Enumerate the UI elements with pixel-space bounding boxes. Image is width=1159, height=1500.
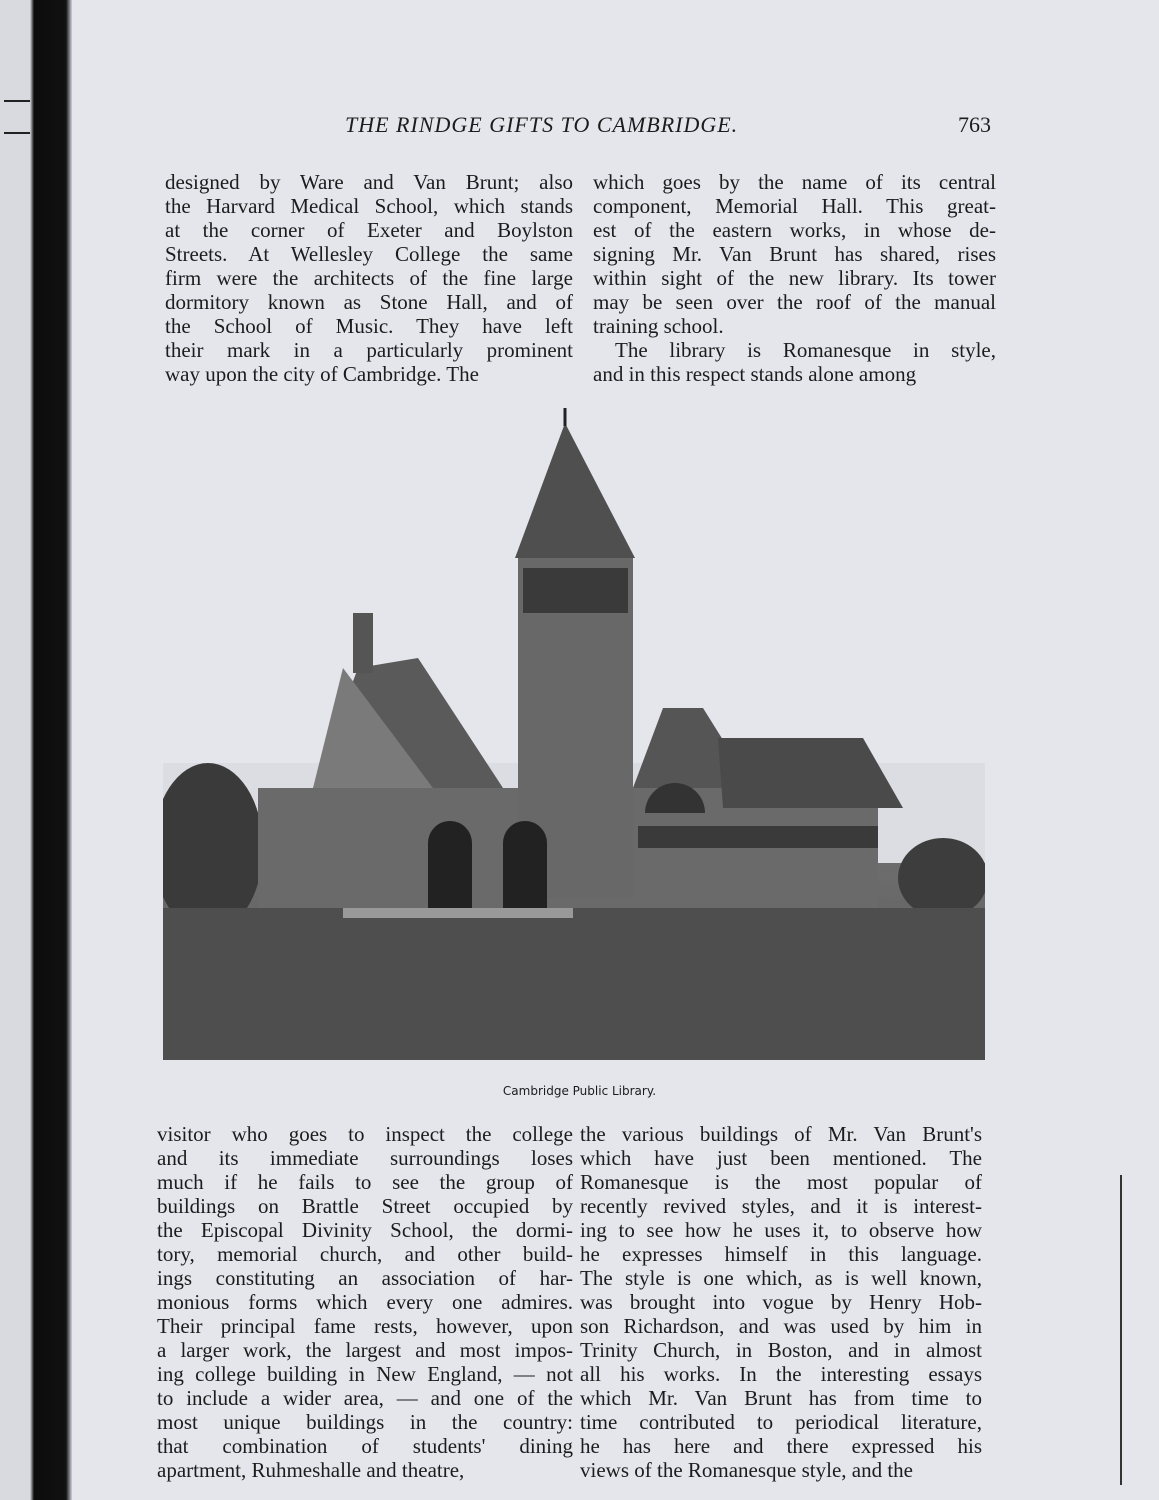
text-line: training school. [593,314,724,338]
bottom-left-column [157,1122,573,1482]
text-line: firm were the architects of the fine large [165,266,573,290]
running-title: THE RINDGE GIFTS TO CAMBRIDGE. [345,112,739,137]
text-line: he expresses himself in this language. [580,1242,982,1266]
text-line: and in this respect stands alone among [593,362,917,386]
text-line: a larger work, the largest and most impos- [157,1338,573,1362]
text-line: at the corner of Exeter and Boylston [165,218,573,242]
text-line: Trinity Church, in Boston, and in almost [580,1338,982,1362]
text-line: was brought into vogue by Henry Hob- [580,1290,982,1314]
text-line: Romanesque is the most popular of [580,1170,982,1194]
text-line: Their principal fame rests, however, upon [157,1314,573,1338]
text-line: which have just been mentioned. The [580,1146,982,1170]
text-line: dormitory known as Stone Hall, and of [165,290,573,314]
edge-mark [4,132,30,134]
text-line: ing to see how he uses it, to observe how [580,1218,982,1242]
library-photograph [163,408,985,1060]
text-line: designed by Ware and Van Brunt; also [165,170,573,194]
text-line: signing Mr. Van Brunt has shared, rises [593,242,996,266]
text-line: views of the Romanesque style, and the [580,1458,914,1482]
scan-edge [0,0,72,1500]
text-line: within sight of the new library. Its tower [593,266,996,290]
text-line: most unique buildings in the country: [157,1410,573,1434]
text-line: to include a wider area, — and one of the [157,1386,573,1410]
top-left-column [165,170,573,386]
text-line: The library is Romanesque in style, [615,338,996,362]
edge-mark [4,100,30,102]
text-line: the Episcopal Divinity School, the dormi- [157,1218,573,1242]
text-line: component, Memorial Hall. This great- [593,194,996,218]
text-line: visitor who goes to inspect the college [157,1122,573,1146]
text-line: that combination of students' dining [157,1434,573,1458]
text-line: apartment, Ruhmeshalle and theatre, [157,1458,465,1482]
bottom-right-column [580,1122,982,1482]
text-line: way upon the city of Cambridge. The [165,362,479,386]
text-line: Streets. At Wellesley College the same [165,242,573,266]
text-line: may be seen over the roof of the manual [593,290,996,314]
text-line: he has here and there expressed his [580,1434,982,1458]
text-line: monious forms which every one admires. [157,1290,573,1314]
text-line: time contributed to periodical literature, [580,1410,982,1434]
figure-caption: Cambridge Public Library. [502,1084,657,1098]
top-right-column [593,170,996,386]
text-line: and its immediate surroundings loses [157,1146,573,1170]
text-line: buildings on Brattle Street occupied by [157,1194,573,1218]
text-line: ings constituting an association of har- [157,1266,573,1290]
page-number: 763 [958,112,991,137]
text-line: much if he fails to see the group of [157,1170,573,1194]
text-line: est of the eastern works, in whose de- [593,218,996,242]
text-line: ing college building in New England, — not [157,1362,573,1386]
text-line: recently revived styles, and it is interest- [580,1194,982,1218]
text-line: the Harvard Medical School, which stands [165,194,573,218]
text-line: all his works. In the interesting essays [580,1362,982,1386]
text-line: the various buildings of Mr. Van Brunt's [580,1122,982,1146]
margin-rule [1120,1175,1122,1485]
text-line: The style is one which, as is well known, [580,1266,982,1290]
text-line: their mark in a particularly prominent [165,338,573,362]
text-line: which Mr. Van Brunt has from time to [580,1386,982,1410]
text-line: the School of Music. They have left [165,314,573,338]
text-line: tory, memorial church, and other build- [157,1242,573,1266]
text-line: which goes by the name of its central [593,170,996,194]
text-line: son Richardson, and was used by him in [580,1314,982,1338]
